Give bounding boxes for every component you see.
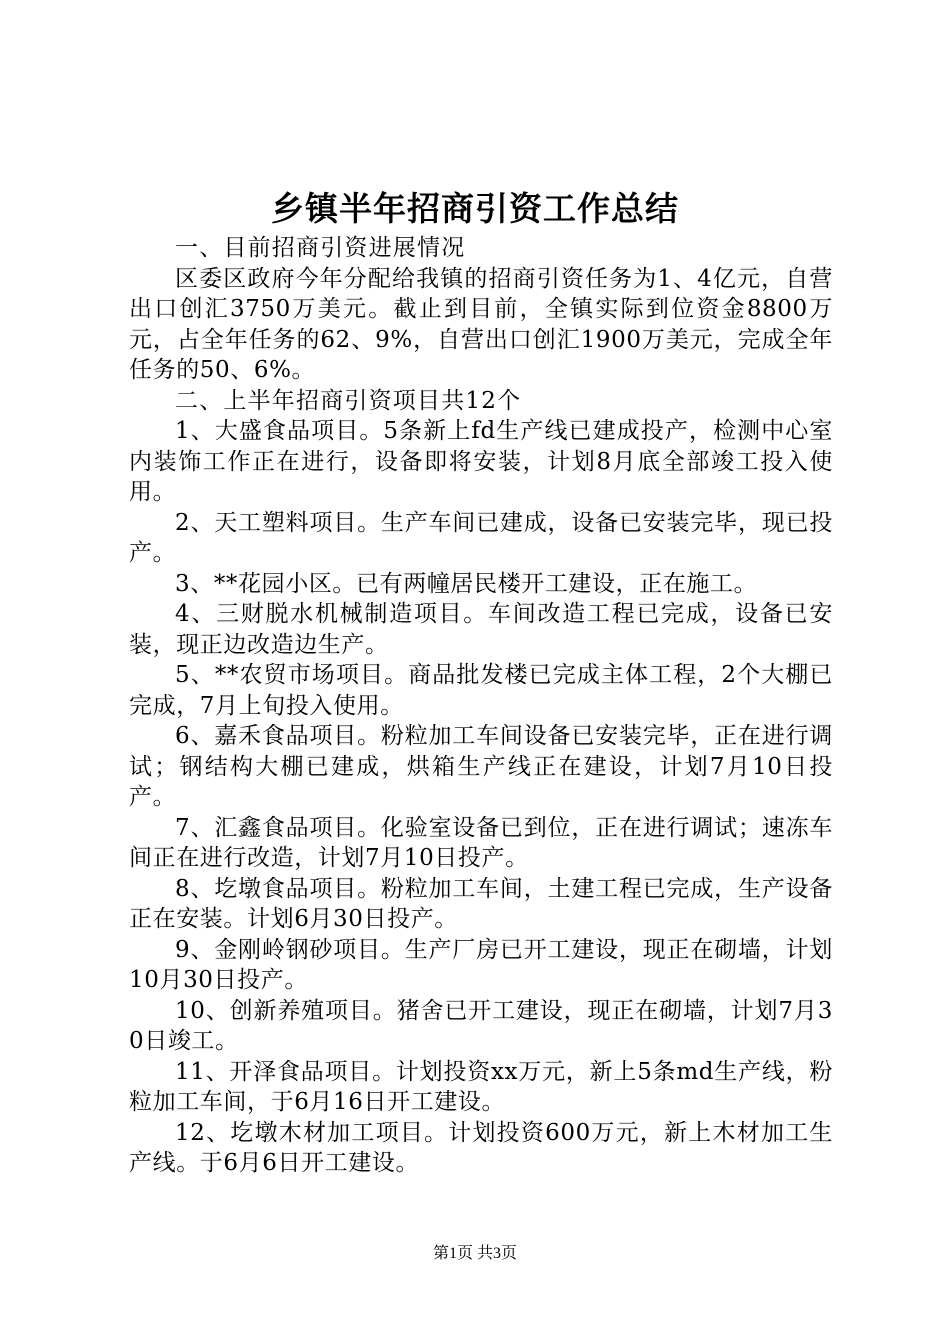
section-heading: 一、目前招商引资进展情况 [175,235,466,261]
project-item: 3、**花园小区。已有两幢居民楼开工建设，正在施工。 [175,570,758,597]
project-item: 6、嘉禾食品项目。粉粒加工车间设备已安装完毕，正在进行调试；钢结构大棚已建成，烘箱生产线正在建设，计划7月10日投产。 [129,723,833,810]
section-heading: 二、上半年招商引资项目共12个 [175,387,522,414]
project-item: 1、大盛食品项目。5条新上fd生产线已建成投产，检测中心室内装饰工作正在进行，设备即将安装，计划8月底全部竣工投入使用。 [129,418,833,505]
project-item: 7、汇鑫食品项目。化验室设备已到位，正在进行调试；速冻车间正在进行改造，计划7月10日投产。 [129,814,833,871]
project-item: 8、圪墩食品项目。粉粒加工车间，土建工程已完成，生产设备正在安装。计划6月30日投产。 [129,875,833,932]
project-item: 9、金刚岭钢砂项目。生产厂房已开工建设，现正在砌墙，计划10月30日投产。 [129,936,833,993]
document-title: 乡镇半年招商引资工作总结 [271,189,679,228]
body-paragraph: 区委区政府今年分配给我镇的招商引资任务为1、4亿元，自营出口创汇3750万美元。截止到目前，全镇实际到位资金8800万元，占全年任务的62、9%，自营出口创汇1900万美元，完成全年任务的50、6%。 [129,265,833,383]
project-item: 4、三财脱水机械制造项目。车间改造工程已完成，设备已安装，现正边改造边生产。 [129,601,833,658]
project-item: 11、开泽食品项目。计划投资xx万元，新上5条md生产线，粉粒加工车间，于6月16日开工建设。 [129,1058,833,1115]
page-footer: 第1页 共3页 [432,1245,517,1262]
project-item: 10、创新养殖项目。猪舍已开工建设，现正在砌墙，计划7月30日竣工。 [129,997,833,1054]
project-item: 5、**农贸市场项目。商品批发楼已完成主体工程，2个大棚已完成，7月上旬投入使用。 [129,662,833,719]
document-body [129,233,833,1179]
project-item: 12、圪墩木材加工项目。计划投资600万元，新上木材加工生产线。于6月6日开工建设。 [129,1119,833,1176]
project-item: 2、天工塑料项目。生产车间已建成，设备已安装完毕，现已投产。 [129,509,833,566]
